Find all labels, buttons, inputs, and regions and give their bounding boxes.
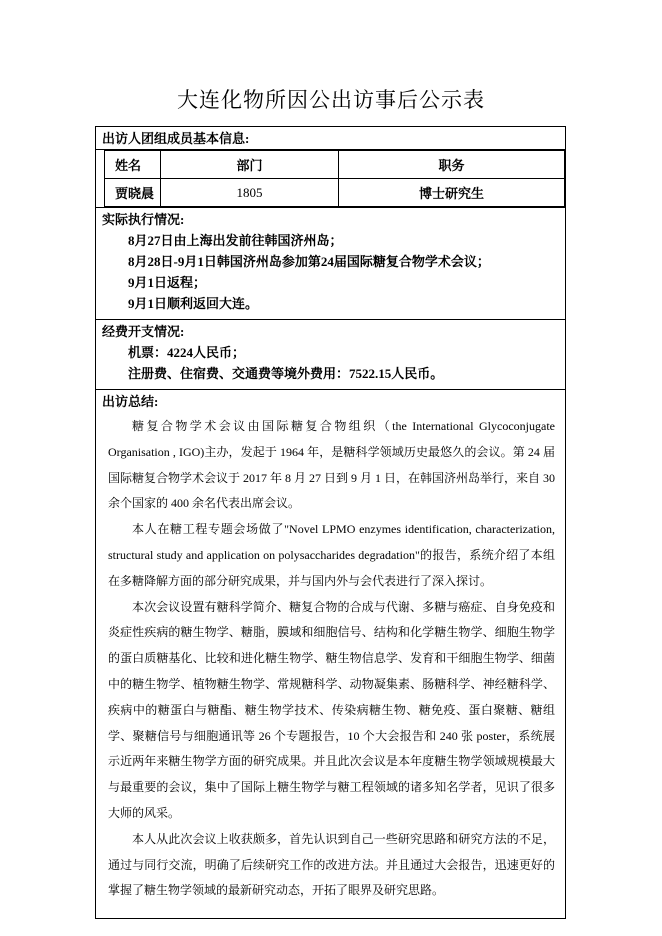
form-table: [95, 126, 566, 919]
summary-paragraph: 糖复合物学术会议由国际糖复合物组织（the International Glycoconjugate Organisation , IGO)主办，发起于 1964 年，是糖科学领域历史最悠久的会议。第 24 届国际糖复合物学术会议于 2017 年 8 月 27 日到 9 月 1 日，在韩国济州岛举行，来自 30 余个国家的 400 余名代表出席会议。: [108, 419, 556, 511]
member-position: 博士研究生: [339, 179, 565, 207]
execution-line: 8月28日-9月1日韩国济州岛参加第24届国际糖复合物学术会议；: [128, 254, 490, 269]
section-summary: [96, 389, 565, 918]
section-execution: [96, 207, 565, 319]
col-header-department: 部门: [161, 151, 339, 179]
summary-paragraph: 本人从此次会议上收获颇多，首先认识到自己一些研究思路和研究方法的不足，通过与同行交流，明确了后续研究工作的改进方法。并且通过大会报告，迅速更好的掌握了糖生物学领域的最新研究动态，开拓了眼界及研究思路。: [108, 831, 555, 898]
members-header-row: [105, 151, 565, 179]
expenses-line: 机票：4224人民币；: [128, 345, 246, 360]
execution-body: [96, 230, 565, 319]
section-basic-info: [96, 127, 565, 207]
execution-line: 9月1日返程；: [128, 275, 207, 290]
table-row: [105, 179, 565, 207]
execution-line: 9月1日顺利返回大连。: [128, 296, 259, 311]
expenses-line: 注册费、住宿费、交通费等境外费用：7522.15人民币。: [128, 366, 444, 381]
member-name: 贾晓晨: [105, 179, 161, 207]
col-header-name: 姓名: [105, 151, 161, 179]
summary-paragraph: 本次会议设置有糖科学简介、糖复合物的合成与代谢、多糖与癌症、自身免疫和炎症性疾病的糖生物学、糖脂，膜域和细胞信号、结构和化学糖生物学、细胞生物学的蛋白质糖基化、比较和进化糖生物学、糖生物信息学、发育和干细胞生物学、细菌中的糖生物学、植物糖生物学、常规糖科学、动物凝集素、肠糖科学、神经糖科学、疾病中的糖蛋白与糖酯、糖生物学技术、传染病糖生物、糖免疫、蛋白聚糖、糖组学、聚糖信号与细胞通讯等 26 个专题报告，10 个大会报告和 240 张 poster，系统展示近两年来糖生物学方面的研究成果。并且此次会议是本年度糖生物学领域规模最大与最重要的会议，集中了国际上糖生物学与糖工程领域的诸多知名学者，见识了很多大师的风采。: [108, 599, 555, 820]
section-expenses: [96, 319, 565, 389]
execution-header: 实际执行情况:: [102, 212, 185, 227]
page-title: 大连化物所因公出访事后公示表: [177, 88, 485, 112]
summary-header: 出访总结:: [102, 394, 159, 409]
execution-line: 8月27日由上海出发前往韩国济州岛；: [128, 233, 343, 248]
members-table: [104, 150, 565, 207]
expenses-body: [96, 342, 565, 389]
summary-body: [96, 412, 565, 918]
summary-paragraph: 本人在糖工程专题会场做了"Novel LPMO enzymes identification, characterization, structural study and application on polysaccharides degradation"的报告，系统介绍了本组在多糖降解方面的部分研究成果，并与国内外与会代表进行了深入探讨。: [108, 522, 555, 588]
col-header-position: 职务: [339, 151, 565, 179]
member-department: 1805: [161, 179, 339, 207]
basic-info-header: 出访人团组成员基本信息:: [96, 127, 565, 150]
expenses-header: 经费开支情况:: [102, 324, 185, 339]
